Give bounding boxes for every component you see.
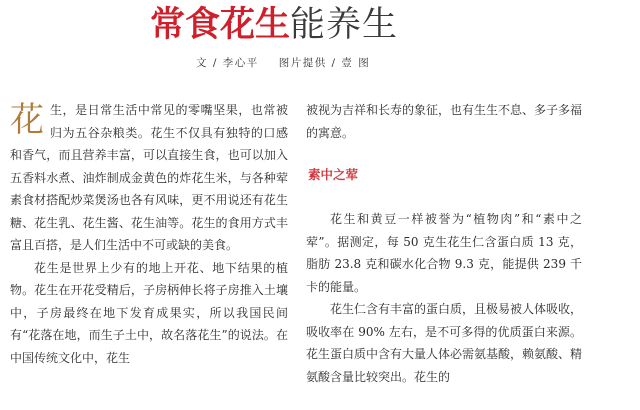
body-paragraph: [10, 99, 288, 257]
article-column-right: [306, 99, 582, 388]
title-rest: 能养生: [290, 5, 399, 45]
body-paragraph: 花生和黄豆一样被誉为“植物肉”和“素中之荤”。据测定，每 50 克生花生仁含蛋白质 13 克，脂肪 23.8 克和碳水化合物 9.3 克，能提供 239 千卡的能量。: [306, 212, 582, 294]
byline-author: 文 / 李心平: [196, 57, 259, 69]
section-heading: 素中之荤: [308, 167, 359, 182]
paragraph-text: 生，是日常生活中常见的零嘴坚果，也常被归为五谷杂粮类。花生不仅具有独特的口感和香气，而且营养丰富，可以直接生食，也可以加入五香料水煮、油炸制成金黄色的炸花生米，与各种荤素食材搭配炒菜煲汤也各有风味，更不用说还有花生糖、花生乳、花生酱、花生油等。花生的食用方式丰富且百搭，是人们生活中不可或缺的美食。: [10, 103, 288, 252]
body-paragraph: 花生仁含有丰富的蛋白质，且极易被人体吸收，吸收率在 90% 左右，是不可多得的优质蛋白来源。花生蛋白质中含有大量人体必需氨基酸，赖氨酸、精氨酸含量比较突出。花生的: [306, 302, 583, 384]
body-paragraph: 被视为吉祥和长寿的象征，也有生生不息、多子多福的寓意。: [306, 103, 583, 140]
article-title: [150, 4, 490, 46]
drop-cap: 花: [10, 100, 44, 140]
title-highlight: 常食花生: [150, 5, 291, 45]
byline: [196, 56, 370, 70]
article-column-left: [10, 99, 288, 369]
body-paragraph: 花生是世界上少有的地上开花、地下结果的植物。花生在开花受精后，子房柄伸长将子房推入土壤中，子房最终在地下发育成果实，所以我国民间有“花落在地，而生子土中，故名落花生”的说法。在中国传统文化中，花生: [10, 260, 288, 365]
byline-photo-credit: 图片提供 / 壹 图: [278, 57, 371, 69]
page-margin: [588, 0, 640, 410]
